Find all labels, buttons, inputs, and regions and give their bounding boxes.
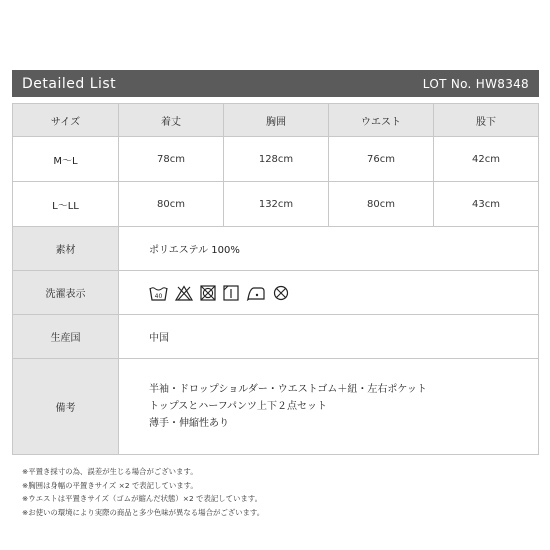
no-bleach-icon — [175, 285, 193, 301]
detailed-list-header — [12, 70, 539, 97]
value-cell: 42cm — [434, 137, 539, 182]
column-header-length: 着丈 — [119, 104, 224, 137]
line-dry-shade-icon — [223, 285, 239, 301]
origin-value: 中国 — [119, 315, 539, 359]
care-label: 洗濯表示 — [13, 271, 119, 315]
size-label: M～L — [13, 137, 119, 182]
lot-number: LOT No. HW8348 — [422, 76, 529, 91]
wash-40-icon — [149, 285, 168, 301]
care-row — [13, 271, 539, 315]
note-line: ※お使いの環境により実際の商品と多少色味が異なる場合がございます。 — [22, 507, 265, 517]
material-value: ポリエステル 100% — [119, 227, 539, 271]
care-icons-cell — [119, 271, 539, 315]
remarks-line: トップスとハーフパンツ上下２点セット — [149, 401, 327, 412]
size-header-cell: サイズ — [13, 104, 119, 137]
no-tumble-dry-icon — [200, 285, 216, 301]
origin-row — [13, 315, 539, 359]
value-cell: 80cm — [119, 182, 224, 227]
size-row — [13, 137, 539, 182]
column-header-waist: ウエスト — [329, 104, 434, 137]
value-cell: 43cm — [434, 182, 539, 227]
note-line: ※胸囲は身幅の平置きサイズ ×2 で表記しています。 — [22, 480, 198, 490]
note-line: ※ウエストは平置きサイズ（ゴムが縮んだ状態）×2 で表記しています。 — [22, 494, 262, 503]
note-line: ※平置き採寸の為、誤差が生じる場合がございます。 — [22, 467, 198, 476]
size-label: L～LL — [13, 182, 119, 227]
spec-table — [12, 103, 539, 455]
value-cell: 78cm — [119, 137, 224, 182]
no-dry-clean-icon — [273, 285, 289, 301]
size-header-row — [13, 104, 539, 137]
value-cell: 128cm — [224, 137, 329, 182]
remarks-value — [119, 359, 539, 455]
origin-label: 生産国 — [13, 315, 119, 359]
material-row — [13, 227, 539, 271]
notes-section — [22, 465, 532, 519]
value-cell: 76cm — [329, 137, 434, 182]
iron-low-icon — [246, 285, 266, 301]
remarks-line: 半袖・ドロップショルダー・ウエストゴム＋紐・左右ポケット — [149, 384, 427, 395]
remarks-label: 備考 — [13, 359, 119, 455]
value-cell: 80cm — [329, 182, 434, 227]
remarks-line: 薄手・伸縮性あり — [149, 418, 229, 429]
header-title: Detailed List — [22, 75, 117, 92]
column-header-chest: 胸囲 — [224, 104, 329, 137]
size-row — [13, 182, 539, 227]
remarks-row — [13, 359, 539, 455]
svg-text:40: 40 — [154, 292, 163, 300]
column-header-inseam: 股下 — [434, 104, 539, 137]
material-label: 素材 — [13, 227, 119, 271]
value-cell: 132cm — [224, 182, 329, 227]
